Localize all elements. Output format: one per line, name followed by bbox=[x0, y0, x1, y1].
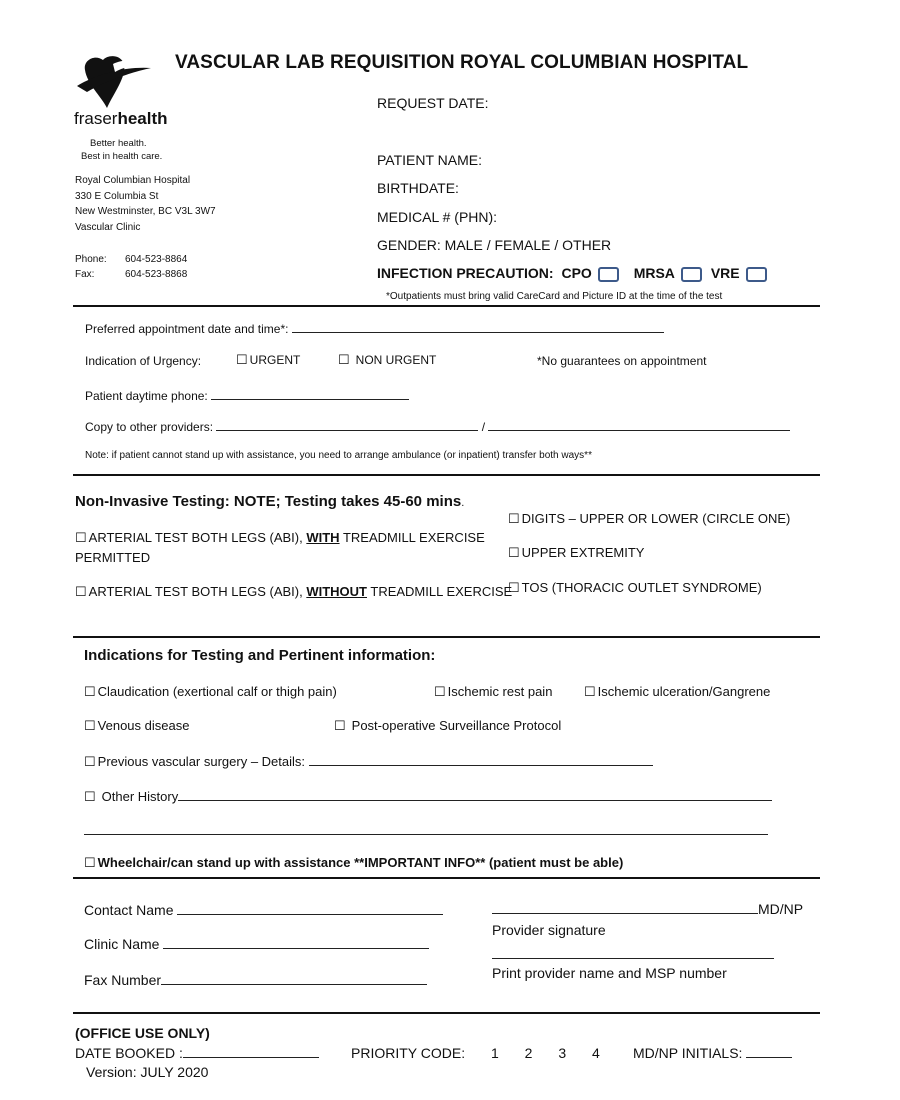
outpatient-note: *Outpatients must bring valid CareCard and Picture ID at the time of the test bbox=[386, 291, 723, 302]
logo-tagline-1: Better health. bbox=[90, 138, 147, 149]
date-booked-row bbox=[75, 1045, 319, 1061]
abi-with-label-end: TREADMILL EXERCISE bbox=[339, 530, 485, 545]
priority-code-3[interactable]: 3 bbox=[558, 1045, 567, 1061]
divider bbox=[73, 474, 820, 476]
venous-label: Venous disease bbox=[97, 718, 190, 733]
urgent-label: URGENT bbox=[249, 353, 301, 367]
other-history-label: Other History bbox=[101, 789, 179, 804]
date-booked-label: DATE BOOKED : bbox=[75, 1045, 183, 1061]
digits-label: DIGITS – UPPER OR LOWER (CIRCLE ONE) bbox=[521, 511, 791, 526]
logo-text-bold: health bbox=[117, 109, 168, 128]
mdnp-label: MD/NP bbox=[758, 901, 804, 917]
office-use-label: (OFFICE USE ONLY) bbox=[75, 1025, 210, 1041]
claudication-checkbox[interactable]: ☐ bbox=[84, 684, 96, 699]
upper-extremity-checkbox[interactable]: ☐ bbox=[508, 545, 520, 560]
digits-checkbox[interactable]: ☐ bbox=[508, 511, 520, 526]
initials-field[interactable] bbox=[746, 1045, 792, 1058]
copy-to-label: Copy to other providers: bbox=[85, 420, 214, 434]
rest-pain-label: Ischemic rest pain bbox=[447, 684, 553, 699]
wheelchair-checkbox[interactable]: ☐ bbox=[84, 855, 96, 870]
venous-option[interactable] bbox=[84, 718, 189, 734]
ulceration-checkbox[interactable]: ☐ bbox=[584, 684, 596, 699]
indications-heading: Indications for Testing and Pertinent information: bbox=[84, 647, 436, 664]
wheelchair-label: Wheelchair/can stand up with assistance **IMPORTANT INFO** (patient must be able) bbox=[97, 855, 624, 870]
tos-option[interactable] bbox=[508, 580, 762, 596]
divider bbox=[73, 636, 820, 638]
priority-code-2[interactable]: 2 bbox=[524, 1045, 533, 1061]
daytime-phone-field[interactable] bbox=[211, 387, 409, 400]
claudication-option[interactable] bbox=[84, 684, 337, 700]
provider-signature-field[interactable] bbox=[492, 901, 758, 914]
claudication-label: Claudication (exertional calf or thigh pain) bbox=[97, 684, 337, 699]
abi-without-treadmill-option[interactable] bbox=[75, 584, 512, 600]
contact-name-row bbox=[84, 902, 443, 918]
address-line: New Westminster, BC V3L 3W7 bbox=[75, 206, 216, 217]
digits-option[interactable] bbox=[508, 511, 790, 527]
urgent-option[interactable] bbox=[236, 352, 300, 368]
priority-code-label: PRIORITY CODE: bbox=[351, 1045, 466, 1061]
clinic-name-label: Clinic Name bbox=[84, 936, 160, 952]
wheelchair-option[interactable] bbox=[84, 855, 623, 871]
preferred-appointment-field[interactable] bbox=[292, 320, 664, 333]
logo-text-light: fraser bbox=[74, 109, 118, 128]
fax-label: Fax: bbox=[75, 269, 95, 280]
logo-tagline-2: Best in health care. bbox=[81, 151, 163, 162]
daytime-phone-row bbox=[85, 387, 409, 403]
fraser-health-heart-icon bbox=[73, 52, 155, 112]
no-guarantee-note: *No guarantees on appointment bbox=[537, 354, 707, 368]
print-provider-label: Print provider name and MSP number bbox=[492, 965, 727, 981]
address-line: Royal Columbian Hospital bbox=[75, 175, 191, 186]
previous-surgery-details-field[interactable] bbox=[309, 753, 653, 766]
abi-without-checkbox[interactable]: ☐ bbox=[75, 584, 87, 599]
copy-to-field-1[interactable] bbox=[216, 418, 478, 431]
request-date-label: REQUEST DATE: bbox=[377, 95, 489, 111]
ulceration-option[interactable] bbox=[584, 684, 770, 700]
postop-option[interactable] bbox=[334, 718, 561, 734]
previous-surgery-checkbox[interactable]: ☐ bbox=[84, 754, 96, 769]
ulceration-label: Ischemic ulceration/Gangrene bbox=[597, 684, 771, 699]
transfer-note: Note: if patient cannot stand up with assistance, you need to arrange ambulance (or inpatient) transfer both ways** bbox=[85, 450, 592, 461]
urgent-checkbox[interactable]: ☐ bbox=[236, 352, 248, 367]
vre-checkbox[interactable] bbox=[746, 267, 767, 282]
address-line: Vascular Clinic bbox=[75, 221, 141, 233]
non-urgent-label: NON URGENT bbox=[355, 353, 437, 367]
fax-number-row bbox=[84, 972, 427, 988]
infection-precaution-row bbox=[377, 265, 772, 282]
other-history-row bbox=[84, 788, 772, 805]
previous-surgery-label: Previous vascular surgery – Details: bbox=[97, 754, 306, 769]
contact-name-field[interactable] bbox=[177, 902, 443, 915]
divider bbox=[73, 305, 820, 307]
copy-to-row bbox=[85, 418, 790, 434]
vre-label: VRE bbox=[710, 265, 740, 281]
medical-number-label: MEDICAL # (PHN): bbox=[377, 209, 498, 225]
noninvasive-heading-period: . bbox=[461, 497, 465, 509]
abi-without-label-end: TREADMILL EXERCISE bbox=[367, 584, 513, 599]
mrsa-checkbox[interactable] bbox=[681, 267, 702, 282]
date-booked-field[interactable] bbox=[183, 1045, 319, 1058]
fax-row bbox=[75, 267, 187, 283]
preferred-appointment-label: Preferred appointment date and time*: bbox=[85, 322, 289, 336]
abi-without-label: ARTERIAL TEST BOTH LEGS (ABI), bbox=[88, 584, 307, 599]
preferred-appointment-row bbox=[85, 320, 664, 336]
abi-with-label: ARTERIAL TEST BOTH LEGS (ABI), bbox=[88, 530, 307, 545]
divider bbox=[73, 877, 820, 879]
abi-with-treadmill-option[interactable] bbox=[75, 530, 485, 546]
rest-pain-checkbox[interactable]: ☐ bbox=[434, 684, 446, 699]
cpo-label: CPO bbox=[561, 265, 592, 281]
fax-number-field[interactable] bbox=[161, 972, 427, 985]
provider-name-field[interactable] bbox=[492, 946, 774, 959]
phone-number: 604-523-8864 bbox=[125, 254, 188, 265]
clinic-name-field[interactable] bbox=[163, 936, 429, 949]
hospital-address bbox=[75, 173, 216, 235]
upper-extremity-label: UPPER EXTREMITY bbox=[521, 545, 645, 560]
noninvasive-heading-text: Non-Invasive Testing: NOTE; Testing takes 45-60 mins bbox=[75, 493, 462, 510]
version-label: Version: JULY 2020 bbox=[86, 1064, 209, 1080]
copy-to-field-2[interactable] bbox=[488, 418, 790, 431]
other-history-field-continued[interactable] bbox=[84, 822, 768, 835]
provider-signature-label: Provider signature bbox=[492, 922, 606, 938]
infection-precaution-label: INFECTION PRECAUTION: bbox=[377, 265, 554, 281]
patient-name-label: PATIENT NAME: bbox=[377, 152, 483, 168]
divider bbox=[73, 1012, 820, 1014]
previous-surgery-row bbox=[84, 753, 653, 770]
priority-code-4[interactable]: 4 bbox=[592, 1045, 600, 1061]
address-line: 330 E Columbia St bbox=[75, 190, 159, 202]
tos-label: TOS (THORACIC OUTLET SYNDROME) bbox=[521, 580, 762, 595]
contact-name-label: Contact Name bbox=[84, 902, 174, 918]
form-title: VASCULAR LAB REQUISITION ROYAL COLUMBIAN HOSPITAL bbox=[175, 52, 749, 73]
birthdate-label: BIRTHDATE: bbox=[377, 180, 459, 196]
upper-extremity-option[interactable] bbox=[508, 545, 644, 561]
postop-label: Post-operative Surveillance Protocol bbox=[351, 718, 562, 733]
daytime-phone-label: Patient daytime phone: bbox=[85, 389, 208, 403]
initials-label: MD/NP INITIALS: bbox=[633, 1045, 743, 1061]
abi-with-label-wrap: PERMITTED bbox=[75, 550, 151, 565]
logo bbox=[73, 52, 158, 112]
fax-number: 604-523-8868 bbox=[125, 269, 188, 280]
abi-without-emphasis: WITHOUT bbox=[306, 584, 367, 599]
copy-to-separator: / bbox=[481, 420, 486, 434]
priority-code-1[interactable]: 1 bbox=[490, 1045, 499, 1061]
fax-number-label: Fax Number bbox=[84, 972, 162, 988]
noninvasive-heading bbox=[75, 493, 464, 510]
provider-signature-row bbox=[492, 901, 803, 917]
clinic-name-row bbox=[84, 936, 429, 952]
non-urgent-checkbox[interactable]: ☐ bbox=[338, 352, 350, 367]
non-urgent-option[interactable] bbox=[338, 352, 436, 368]
postop-checkbox[interactable]: ☐ bbox=[334, 718, 346, 733]
gender-label: GENDER: MALE / FEMALE / OTHER bbox=[377, 237, 612, 253]
phone-label: Phone: bbox=[75, 254, 107, 265]
tos-checkbox[interactable]: ☐ bbox=[508, 580, 520, 595]
logo-wordmark bbox=[74, 109, 168, 129]
other-history-field[interactable] bbox=[178, 788, 772, 801]
rest-pain-option[interactable] bbox=[434, 684, 552, 700]
venous-checkbox[interactable]: ☐ bbox=[84, 718, 96, 733]
abi-with-emphasis: WITH bbox=[306, 530, 340, 545]
initials-row bbox=[633, 1045, 792, 1061]
urgency-row bbox=[85, 354, 201, 368]
mrsa-label: MRSA bbox=[633, 265, 675, 281]
urgency-label: Indication of Urgency: bbox=[85, 354, 202, 368]
phone-row bbox=[75, 252, 187, 268]
priority-code-row bbox=[351, 1045, 600, 1061]
abi-with-checkbox[interactable]: ☐ bbox=[75, 530, 87, 545]
cpo-checkbox[interactable] bbox=[598, 267, 619, 282]
other-history-checkbox[interactable]: ☐ bbox=[84, 789, 96, 804]
